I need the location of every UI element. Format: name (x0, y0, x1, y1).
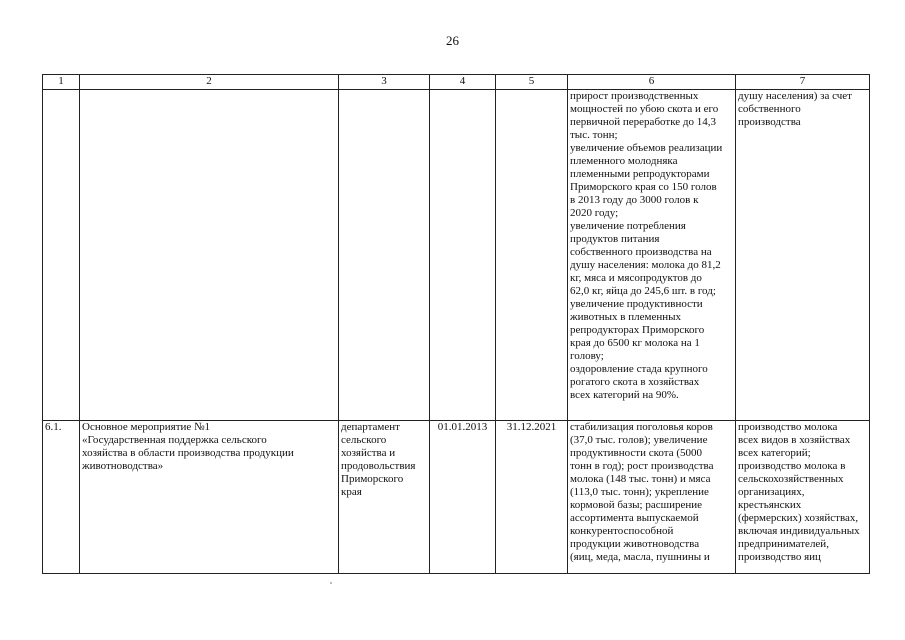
cell-expected-result: стабилизация поголовья коров (37,0 тыс. голов); увеличение продуктивности скота (5000 тонн в год); рост производства молока (148 тыс. тонн) и мяса (113,0 тыс. тонн); укрепление кормовой базы; расширение ассортимента выпускаемой конкурентоспособной продукции животноводства (яиц, меда, масла, пушнины и (568, 421, 736, 574)
header-col-5: 5 (496, 75, 568, 90)
header-col-1: 1 (43, 75, 80, 90)
cell-number: 6.1. (43, 421, 80, 574)
cell-measure-name: Основное мероприятие №1 «Государственная поддержка сельского хозяйства в области производства продукции животноводства» (80, 421, 339, 574)
cell-responsible (339, 90, 430, 421)
cell-number (43, 90, 80, 421)
cell-start-date: 01.01.2013 (430, 421, 496, 574)
cell-measure-name (80, 90, 339, 421)
cell-end-date (496, 90, 568, 421)
header-col-7: 7 (736, 75, 870, 90)
scan-speck (330, 582, 332, 584)
cell-end-date: 31.12.2021 (496, 421, 568, 574)
table-header-row (43, 75, 870, 90)
cell-responsible: департамент сельского хозяйства и продовольствия Приморского края (339, 421, 430, 574)
table-row (43, 90, 870, 421)
header-col-4: 4 (430, 75, 496, 90)
header-col-2: 2 (80, 75, 339, 90)
cell-start-date (430, 90, 496, 421)
header-col-3: 3 (339, 75, 430, 90)
table-row (43, 421, 870, 574)
plan-table (42, 74, 870, 574)
cell-indicator: производство молока всех видов в хозяйствах всех категорий; производство молока в сельскохозяйственных организациях, крестьянских (фермерских) хозяйствах, включая индивидуальных предпринимателей, производство яиц (736, 421, 870, 574)
cell-expected-result: прирост производственных мощностей по убою скота и его первичной переработке до 14,3 тыс. тонн; увеличение объемов реализации племенного молодняка племенными репродукторами Приморского края со 150 голов в 2013 году до 3000 голов к 2020 году; увеличение потребления продуктов питания собственного производства на душу населения: молока до 81,2 кг, мяса и мясопродуктов до 62,0 кг, яйца до 245,6 шт. в год; увеличение продуктивности животных в племенных репродукторах Приморского края до 6500 кг молока на 1 голову; оздоровление стада крупного рогатого скота в хозяйствах всех категорий на 90%. (568, 90, 736, 421)
header-col-6: 6 (568, 75, 736, 90)
page-number: 26 (446, 33, 459, 48)
cell-indicator: душу населения) за счет собственного производства (736, 90, 870, 421)
